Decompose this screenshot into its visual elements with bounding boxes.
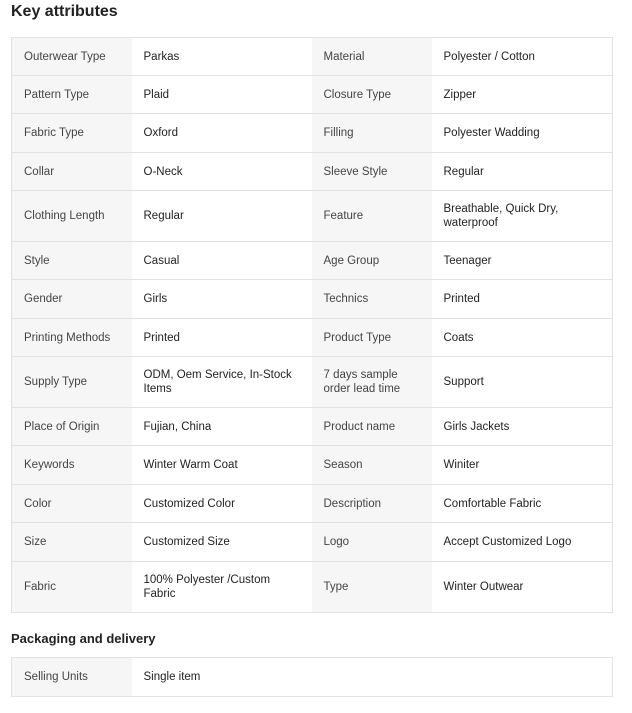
attribute-row <box>12 523 613 562</box>
attribute-value: Winter Outwear <box>432 562 613 613</box>
attribute-value: Zipper <box>432 76 613 114</box>
attribute-value: Teenager <box>432 242 613 280</box>
packaging-value: Single item <box>132 658 613 697</box>
attribute-row <box>12 153 613 191</box>
attribute-value: Parkas <box>132 38 312 76</box>
attribute-label: Sleeve Style <box>312 153 432 191</box>
attribute-value: Plaid <box>132 76 312 114</box>
attribute-label: 7 days sample order lead time <box>312 357 432 408</box>
attribute-row <box>12 191 613 242</box>
attribute-row <box>12 562 613 613</box>
attribute-value: Regular <box>432 153 613 191</box>
packaging-delivery-title: Packaging and delivery <box>11 631 156 646</box>
attribute-value: Breathable, Quick Dry, waterproof <box>432 191 613 242</box>
attribute-row <box>12 242 613 280</box>
packaging-table <box>11 657 613 697</box>
attribute-label: Color <box>12 485 132 523</box>
attribute-label: Technics <box>312 280 432 319</box>
attribute-label: Printing Methods <box>12 319 132 357</box>
attribute-label: Place of Origin <box>12 408 132 446</box>
attribute-value: Regular <box>132 191 312 242</box>
attribute-label: Keywords <box>12 446 132 485</box>
attribute-value: Customized Color <box>132 485 312 523</box>
attribute-label: Pattern Type <box>12 76 132 114</box>
attribute-value: Printed <box>132 319 312 357</box>
attribute-label: Type <box>312 562 432 613</box>
attribute-row <box>12 38 613 76</box>
attribute-value: Comfortable Fabric <box>432 485 613 523</box>
attribute-value: Oxford <box>132 114 312 153</box>
attribute-value: Coats <box>432 319 613 357</box>
attribute-label: Material <box>312 38 432 76</box>
attribute-row <box>12 485 613 523</box>
attribute-row <box>12 408 613 446</box>
attribute-value: ODM, Oem Service, In-Stock Items <box>132 357 312 408</box>
attribute-value: O-Neck <box>132 153 312 191</box>
attribute-value: Winter Warm Coat <box>132 446 312 485</box>
attribute-value: Customized Size <box>132 523 312 562</box>
attribute-value: Casual <box>132 242 312 280</box>
attribute-label: Supply Type <box>12 357 132 408</box>
attribute-row <box>12 76 613 114</box>
attribute-value: Accept Customized Logo <box>432 523 613 562</box>
attribute-value: Fujian, China <box>132 408 312 446</box>
attribute-label: Clothing Length <box>12 191 132 242</box>
attribute-value: 100% Polyester /Custom Fabric <box>132 562 312 613</box>
attribute-label: Collar <box>12 153 132 191</box>
attribute-label: Product name <box>312 408 432 446</box>
attribute-label: Season <box>312 446 432 485</box>
attribute-value: Girls <box>132 280 312 319</box>
attribute-label: Closure Type <box>312 76 432 114</box>
attribute-label: Product Type <box>312 319 432 357</box>
attribute-label: Age Group <box>312 242 432 280</box>
attribute-label: Outerwear Type <box>12 38 132 76</box>
attribute-value: Polyester / Cotton <box>432 38 613 76</box>
attribute-row <box>12 280 613 319</box>
key-attributes-table <box>11 37 613 613</box>
attribute-row <box>12 357 613 408</box>
attribute-label: Fabric <box>12 562 132 613</box>
key-attributes-title: Key attributes <box>11 3 118 20</box>
attribute-label: Fabric Type <box>12 114 132 153</box>
attribute-label: Style <box>12 242 132 280</box>
attribute-row <box>12 114 613 153</box>
attribute-row <box>12 319 613 357</box>
attribute-row <box>12 446 613 485</box>
attribute-value: Winiter <box>432 446 613 485</box>
packaging-row <box>12 658 613 697</box>
packaging-label: Selling Units <box>12 658 132 697</box>
attribute-label: Feature <box>312 191 432 242</box>
attribute-value: Girls Jackets <box>432 408 613 446</box>
attribute-value: Polyester Wadding <box>432 114 613 153</box>
attribute-value: Support <box>432 357 613 408</box>
attribute-label: Filling <box>312 114 432 153</box>
attribute-label: Logo <box>312 523 432 562</box>
attribute-label: Gender <box>12 280 132 319</box>
attribute-value: Printed <box>432 280 613 319</box>
attribute-label: Size <box>12 523 132 562</box>
attribute-label: Description <box>312 485 432 523</box>
